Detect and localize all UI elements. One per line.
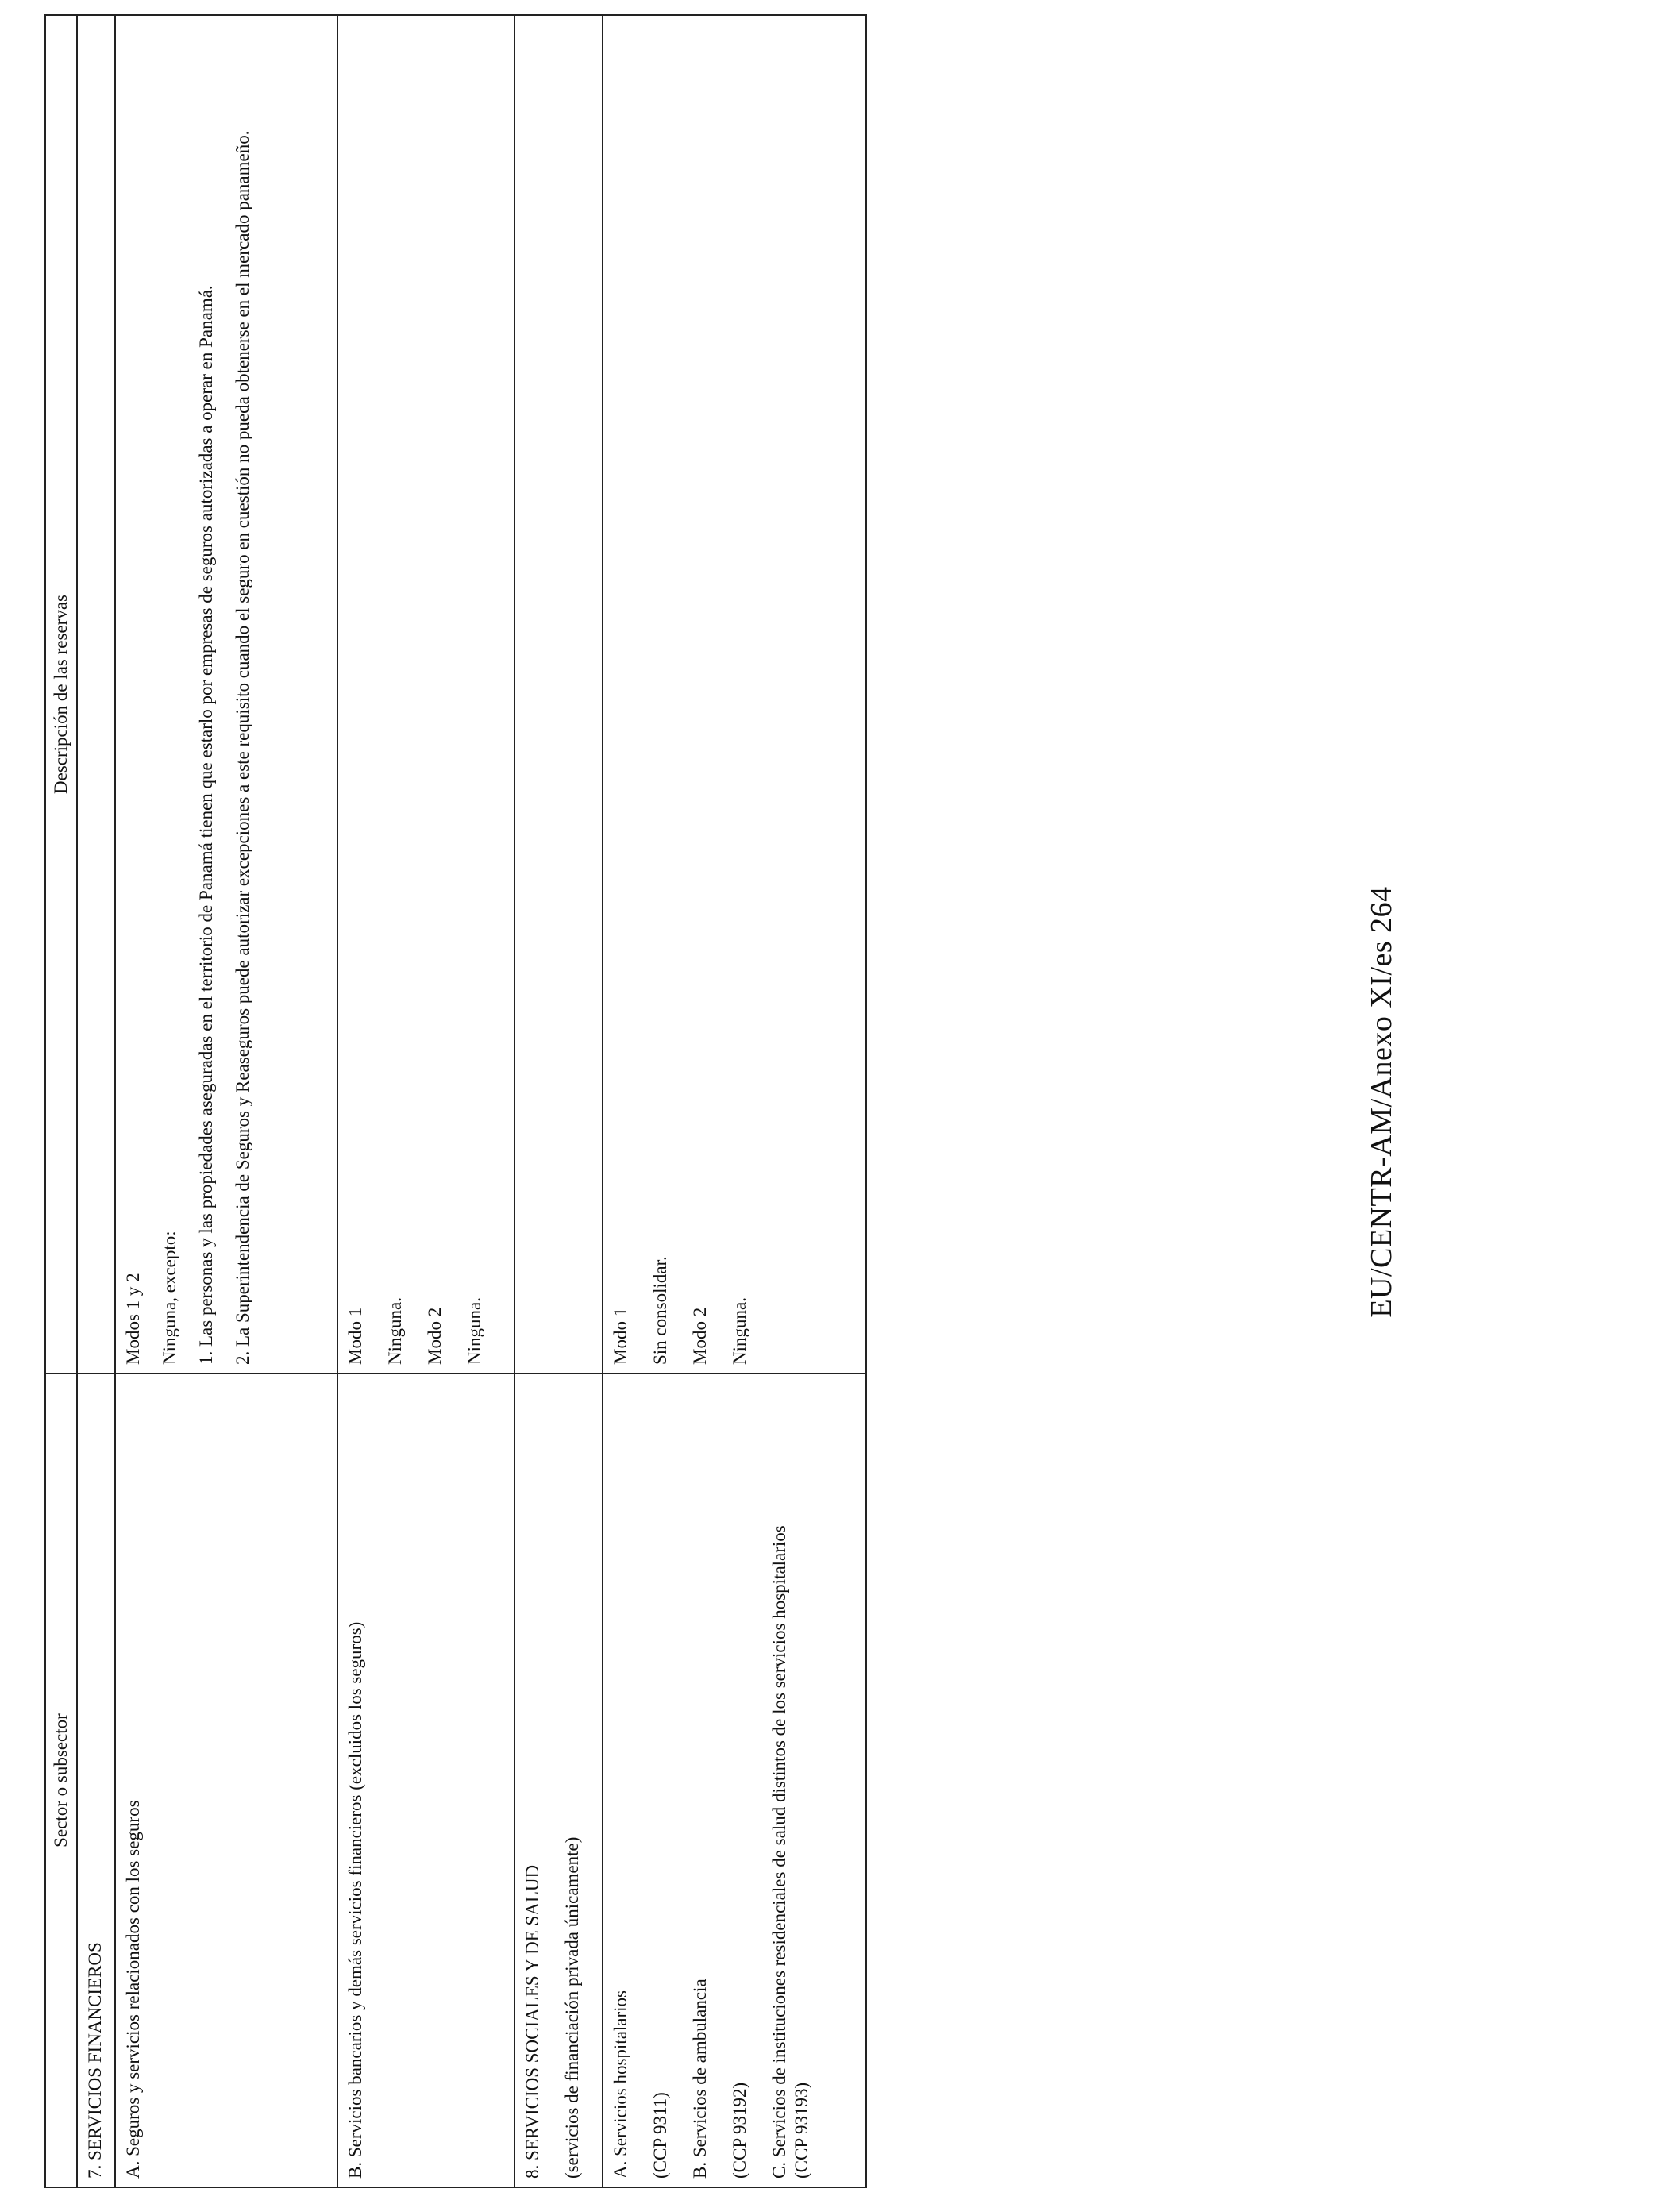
row-health-mode-2: Modo 2 — [689, 1307, 710, 1365]
document-reference: EU/CENTR-AM/Anexo XI/es 264 — [1365, 886, 1398, 1318]
header-sector: Sector o subsector — [45, 1374, 77, 2187]
row-health-sector — [603, 1374, 866, 2187]
section-8-empty-cell — [514, 15, 602, 1374]
reservations-table — [44, 14, 867, 2188]
row-health-description — [603, 15, 866, 1374]
section-7-empty-cell — [77, 15, 115, 1374]
row-a-mode: Modos 1 y 2 — [123, 1273, 144, 1365]
row-b-description — [337, 15, 514, 1374]
row-health-sector-b: B. Servicios de ambulancia — [689, 1979, 710, 2179]
row-health-sector-c-code: (CCP 93193) — [791, 2082, 811, 2179]
table-header-row — [45, 15, 77, 2187]
table-row — [115, 15, 337, 2187]
row-health-mode-1: Modo 1 — [610, 1307, 630, 1365]
row-health-mode-1-value: Sin consolidar. — [649, 1256, 670, 1365]
row-a-sector: A. Seguros y servicios relacionados con los seguros — [115, 1374, 337, 2187]
row-b-sector: B. Servicios bancarios y demás servicios financieros (excluidos los seguros) — [337, 1374, 514, 2187]
row-health-sector-c: C. Servicios de instituciones residenciales de salud distintos de los servicios hospitalarios — [769, 1525, 789, 2179]
header-description: Descripción de las reservas — [45, 15, 77, 1374]
row-b-mode-1-value: Ninguna. — [385, 1297, 406, 1365]
table-row — [514, 15, 602, 2187]
section-8-subtitle: (servicios de financiación privada únicamente) — [562, 1836, 583, 2179]
row-a-exception-intro: Ninguna, excepto: — [160, 1231, 180, 1365]
row-b-mode-2: Modo 2 — [425, 1307, 445, 1365]
table-row — [77, 15, 115, 2187]
section-7-title: 7. SERVICIOS FINANCIEROS — [77, 1374, 115, 2187]
row-b-mode-1: Modo 1 — [345, 1307, 366, 1365]
row-health-mode-2-value: Ninguna. — [729, 1297, 749, 1365]
table-row — [603, 15, 866, 2187]
row-b-mode-2-value: Ninguna. — [464, 1297, 485, 1365]
row-health-sector-b-code: (CCP 93192) — [729, 2082, 749, 2179]
section-8-title: 8. SERVICIOS SOCIALES Y DE SALUD — [522, 1864, 543, 2179]
row-a-description — [115, 15, 337, 1374]
section-8-cell — [514, 1374, 602, 2187]
row-health-sector-a-code: (CCP 9311) — [649, 2092, 670, 2179]
row-health-sector-a: A. Servicios hospitalarios — [610, 1990, 630, 2179]
row-a-exception-1: 1. Las personas y las propiedades aseguradas en el territorio de Panamá tienen que estarlo por empresas de seguros autorizadas a operar en Panamá. — [196, 285, 217, 1365]
row-a-exception-2: 2. La Superintendencia de Seguros y Reaseguros puede autorizar excepciones a este requisito cuando el seguro en cuestión no pueda obtenerse en el mercado panameño. — [233, 130, 253, 1365]
table-row — [337, 15, 514, 2187]
